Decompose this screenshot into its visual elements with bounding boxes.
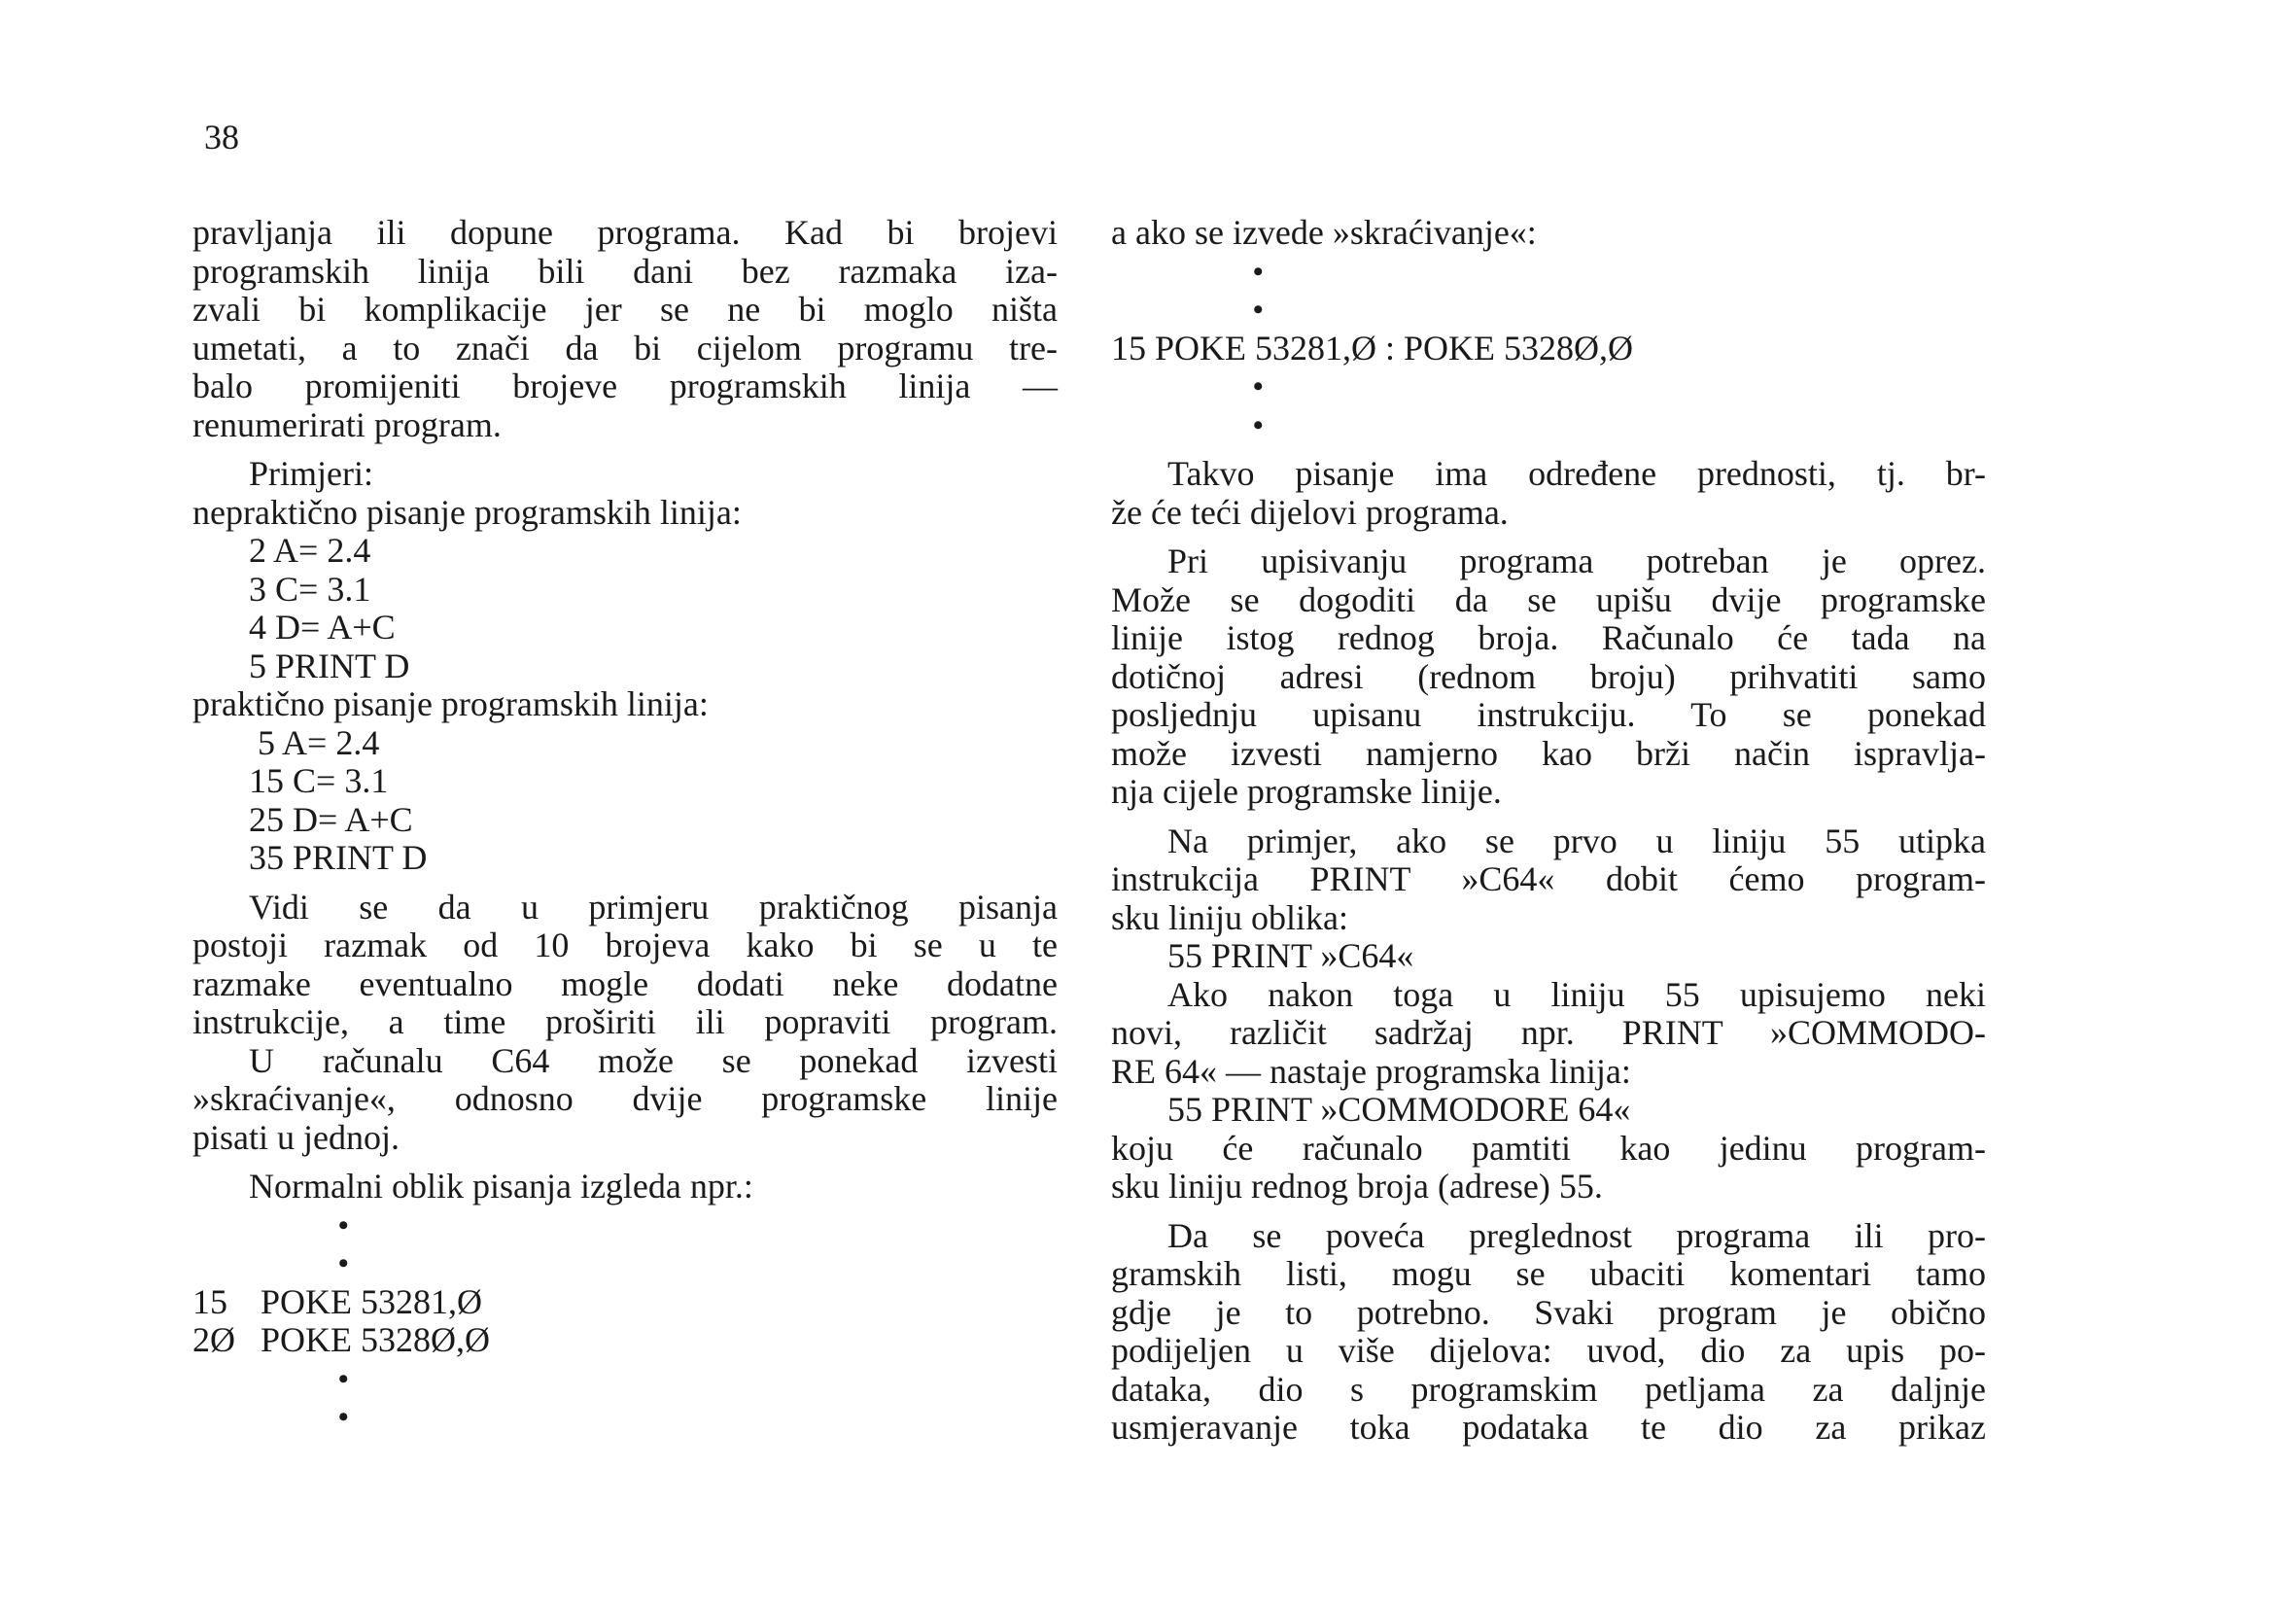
- text-line: podijeljen u više dijelova: uvod, dio za upis po-: [1111, 1331, 1986, 1370]
- ellipsis-dots-bottom: [1111, 367, 1986, 444]
- code-line: [192, 1321, 1058, 1360]
- paragraph-example: [1111, 822, 1986, 938]
- text-line: Takvo pisanje ima određene prednosti, tj. br-: [1167, 454, 1986, 493]
- examples-heading: Primjeri:: [249, 454, 373, 493]
- short-code-line: 15 POKE 53281,Ø : POKE 5328Ø,Ø: [1111, 328, 1634, 367]
- text-line: zvali bi komplikacije jer se ne bi moglo ništa: [192, 290, 1058, 329]
- text-line: može izvesti namjerno kao brži način ispravlja-: [1111, 733, 1986, 773]
- text-line: umetati, a to znači da bi cijelom programu tre-: [192, 328, 1058, 367]
- text-line: sku liniju rednog broja (adrese) 55.: [1111, 1167, 1603, 1206]
- text-line: gramskih listi, mogu se ubaciti komentari tamo: [1111, 1254, 1986, 1293]
- text-line: postoji razmak od 10 brojeva kako bi se u te: [192, 926, 1058, 964]
- right-column: [1111, 214, 1986, 1448]
- practical-code: [192, 724, 1058, 878]
- dot: •: [338, 1208, 349, 1241]
- paragraph-advantages: [1111, 455, 1986, 532]
- text-line: RE 64« — nastaje programska linija:: [1111, 1051, 1631, 1091]
- code-text: POKE 53281,Ø: [261, 1281, 483, 1321]
- left-column: [192, 214, 1058, 1437]
- text-line: instrukcije, a time proširiti ili popraviti program.: [192, 1002, 1058, 1041]
- code-line: 5 A= 2.4: [249, 722, 380, 762]
- text-line: dataka, dio s programskim petljama za daljnje: [1111, 1369, 1986, 1409]
- text-line: gdje je to potrebno. Svaki program je obično: [1111, 1292, 1986, 1332]
- page-number: 38: [204, 118, 239, 157]
- impractical-label: nepraktično pisanje programskih linija:: [192, 492, 742, 532]
- impractical-code: [192, 532, 1058, 685]
- text-line: sku liniju oblika:: [1111, 897, 1349, 937]
- text-line: pisati u jednoj.: [192, 1117, 400, 1157]
- dot: •: [338, 1362, 349, 1395]
- paragraph-shortening: [192, 1042, 1058, 1158]
- code-line-c64: 55 PRINT »C64«: [1167, 936, 1414, 975]
- text-line: »skraćivanje«, odnosno dvije programske linije: [192, 1079, 1058, 1118]
- text-line: nja cijele programske linije.: [1111, 772, 1502, 811]
- paragraph-renumbering: [192, 214, 1058, 444]
- dot: •: [338, 1247, 349, 1279]
- text-line: linije istog rednog broja. Računalo će tada na: [1111, 618, 1986, 657]
- text-line: novi, različit sadržaj npr. PRINT »COMMODO-: [1111, 1013, 1986, 1052]
- text-line: instrukcija PRINT »C64« dobit ćemo program-: [1111, 859, 1986, 898]
- line-number: 2Ø: [192, 1320, 235, 1359]
- text-line: dotičnoj adresi (rednom broju) prihvatiti samo: [1111, 656, 1986, 696]
- shortening-intro: a ako se izvede »skraćivanje«:: [1111, 213, 1537, 252]
- normal-code: [192, 1283, 1058, 1360]
- text-line: renumerirati program.: [192, 404, 502, 444]
- code-line: 25 D= A+C: [249, 799, 413, 839]
- text-line: Da se poveća preglednost programa ili pro-: [1167, 1215, 1986, 1255]
- dot: •: [338, 1401, 349, 1433]
- code-line: 2 A= 2.4: [249, 531, 371, 570]
- text-line: Može se dogoditi da se upišu dvije programske: [1111, 579, 1986, 619]
- text-line: že će teći dijelovi programa.: [1111, 492, 1509, 532]
- text-line: razmake eventualno mogle dodati neke dodatne: [192, 963, 1058, 1003]
- paragraph-normal-form: Normalni oblik pisanja izgleda npr.:: [249, 1167, 753, 1206]
- ellipsis-dots-top: [192, 1206, 1058, 1283]
- text-line: Pri upisivanju programa potreban je oprez.: [1167, 542, 1986, 580]
- dot: •: [1253, 255, 1264, 288]
- code-line: 35 PRINT D: [249, 838, 428, 877]
- code-line: 15 C= 3.1: [249, 761, 389, 800]
- text-line: posljednju upisanu instrukciju. To se ponekad: [1111, 695, 1986, 734]
- text-line: Ako nakon toga u liniju 55 upisujemo neki: [1167, 974, 1986, 1014]
- code-text: POKE 5328Ø,Ø: [261, 1320, 491, 1359]
- ellipsis-dots-bottom: [192, 1360, 1058, 1437]
- paragraph-comments: [1111, 1217, 1986, 1448]
- paragraph-practical-explained: [192, 889, 1058, 1042]
- paragraph-remembered: [1111, 1130, 1986, 1206]
- line-number: 15: [192, 1281, 227, 1321]
- ellipsis-dots-top: [1111, 253, 1986, 330]
- text-line: programskih linija bili dani bez razmaka iza-: [192, 251, 1058, 291]
- text-line: usmjeravanje toka podataka te dio za prikaz: [1111, 1408, 1986, 1447]
- code-line: [192, 1283, 1058, 1322]
- code-line: 5 PRINT D: [249, 646, 410, 685]
- paragraph-caution: [1111, 542, 1986, 812]
- text-line: pravljanja ili dopune programa. Kad bi brojevi: [192, 213, 1058, 252]
- text-line: U računalu C64 može se ponekad izvesti: [249, 1040, 1058, 1080]
- dot: •: [1253, 370, 1264, 402]
- text-line: balo promijeniti brojeve programskih linija —: [192, 367, 1058, 405]
- text-line: Na primjer, ako se prvo u liniju 55 utipka: [1167, 821, 1986, 860]
- paragraph-overwrite: [1111, 976, 1986, 1092]
- code-line: 4 D= A+C: [249, 608, 396, 647]
- practical-label: praktično pisanje programskih linija:: [192, 684, 709, 723]
- text-line: koju će računalo pamtiti kao jedinu program-: [1111, 1128, 1986, 1168]
- text-line: Vidi se da u primjeru praktičnog pisanja: [249, 887, 1058, 926]
- code-line: 3 C= 3.1: [249, 569, 371, 609]
- code-line-commodore: 55 PRINT »COMMODORE 64«: [1167, 1090, 1631, 1129]
- dot: •: [1253, 294, 1264, 326]
- dot: •: [1253, 408, 1264, 441]
